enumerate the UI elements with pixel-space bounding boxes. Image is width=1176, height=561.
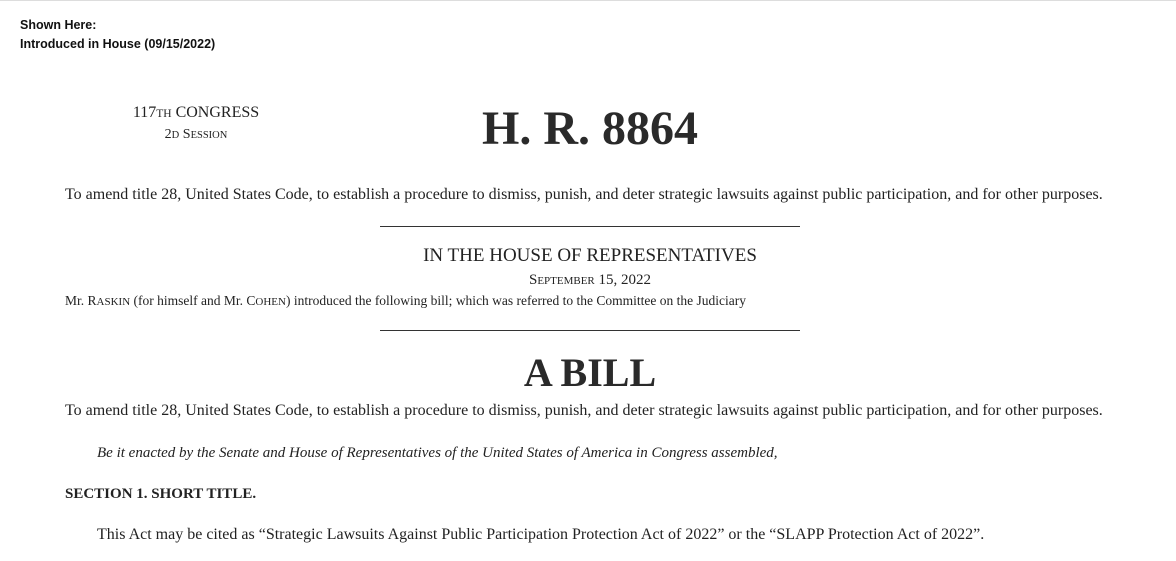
section-heading: SECTION 1. SHORT TITLE. xyxy=(65,486,257,502)
session-line: 2D SESSION xyxy=(164,127,228,142)
version-info xyxy=(20,16,215,54)
shown-here-label: Shown Here: xyxy=(20,18,97,32)
bill-title-heading: A BILL xyxy=(523,350,657,395)
divider-line xyxy=(380,226,800,227)
enacting-clause: Be it enacted by the Senate and House of Representatives of the United States of America in Congress assembled, xyxy=(97,445,778,461)
bill-purpose: To amend title 28, United States Code, to establish a procedure to dismiss, punish, and deter strategic lawsuits against public participation, and for other purposes. xyxy=(65,186,1103,203)
section-text: This Act may be cited as “Strategic Lawsuits Against Public Participation Protection Act of 2022” or the “SLAPP Protection Act of 2022”. xyxy=(97,526,985,543)
introduced-date: SEPTEMBER 15, 2022 xyxy=(528,272,652,288)
top-divider xyxy=(0,0,1176,1)
chamber-heading: IN THE HOUSE OF REPRESENTATIVES xyxy=(423,245,757,266)
bill-purpose-repeat: To amend title 28, United States Code, to establish a procedure to dismiss, punish, and deter strategic lawsuits against public participation, and for other purposes. xyxy=(65,402,1103,419)
congress-line: 117TH CONGRESS xyxy=(132,104,260,121)
version-label: Introduced in House (09/15/2022) xyxy=(20,37,216,51)
congress-session-block xyxy=(96,102,296,146)
divider-line xyxy=(380,330,800,331)
bill-number: H. R. 8864 xyxy=(482,102,698,155)
sponsor-statement: Mr. RASKIN (for himself and Mr. COHEN) introduced the following bill; which was referred to the Committee on the Judiciary xyxy=(65,293,746,308)
